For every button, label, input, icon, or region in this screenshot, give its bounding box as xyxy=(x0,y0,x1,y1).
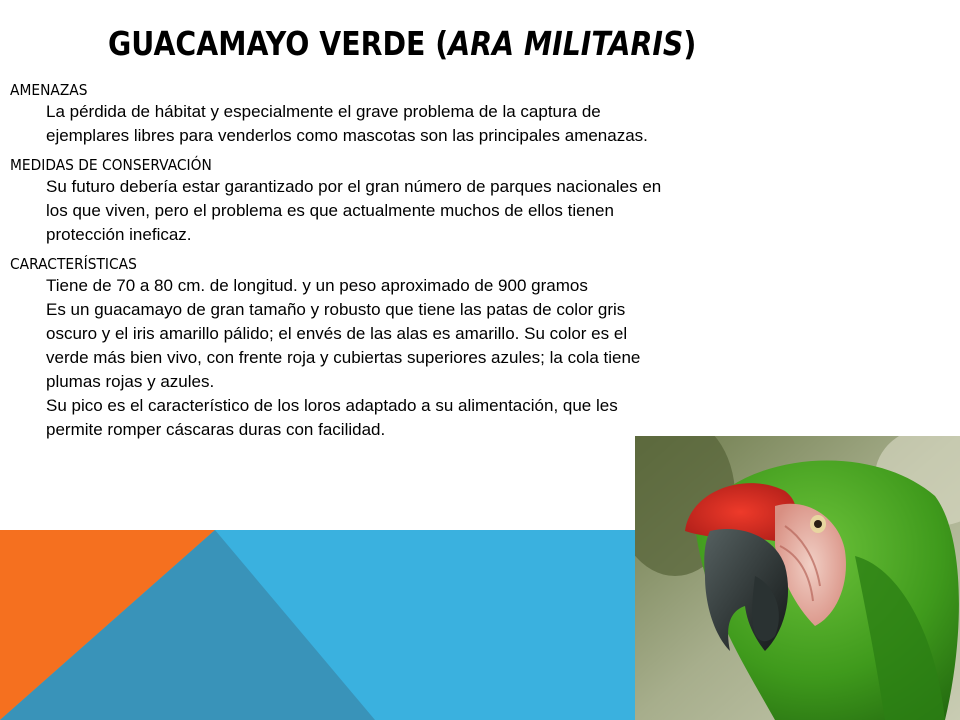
body-line: Es un guacamayo de gran tamaño y robusto que tiene las patas de color gris xyxy=(46,300,626,319)
section-heading: MEDIDAS DE CONSERVACIÓN xyxy=(10,156,212,174)
parrot-illustration xyxy=(635,436,960,720)
section-medidas xyxy=(10,155,790,247)
body-line: ejemplares libres para venderlos como mascotas son las principales amenazas. xyxy=(46,126,648,145)
title-suffix: ) xyxy=(683,24,697,63)
body-line: permite romper cáscaras duras con facilidad. xyxy=(46,420,386,439)
body-line: verde más bien vivo, con frente roja y cubiertas superiores azules; la cola tiene xyxy=(46,348,641,367)
body-line: protección ineficaz. xyxy=(46,225,192,244)
title-species: ARA MILITARIS xyxy=(448,24,684,63)
slide-content xyxy=(10,80,790,449)
page-title xyxy=(108,24,696,63)
title-prefix: GUACAMAYO VERDE ( xyxy=(108,24,449,63)
body-line: Su pico es el característico de los loros adaptado a su alimentación, que les xyxy=(46,396,618,415)
section-caracteristicas xyxy=(10,254,790,442)
body-line: oscuro y el iris amarillo pálido; el envés de las alas es amarillo. Su color es el xyxy=(46,324,628,343)
section-amenazas xyxy=(10,80,790,148)
section-heading: AMENAZAS xyxy=(10,81,88,99)
body-line: Tiene de 70 a 80 cm. de longitud. y un peso aproximado de 900 gramos xyxy=(46,276,588,295)
section-body xyxy=(46,274,790,442)
body-line: Su futuro debería estar garantizado por el gran número de parques nacionales en xyxy=(46,177,662,196)
body-line: plumas rojas y azules. xyxy=(46,372,215,391)
parrot-photo xyxy=(635,436,960,720)
section-heading: CARACTERÍSTICAS xyxy=(10,255,137,273)
section-body xyxy=(46,175,790,247)
body-line: La pérdida de hábitat y especialmente el grave problema de la captura de xyxy=(46,102,601,121)
body-line: los que viven, pero el problema es que actualmente muchos de ellos tienen xyxy=(46,201,614,220)
section-body xyxy=(46,100,790,148)
